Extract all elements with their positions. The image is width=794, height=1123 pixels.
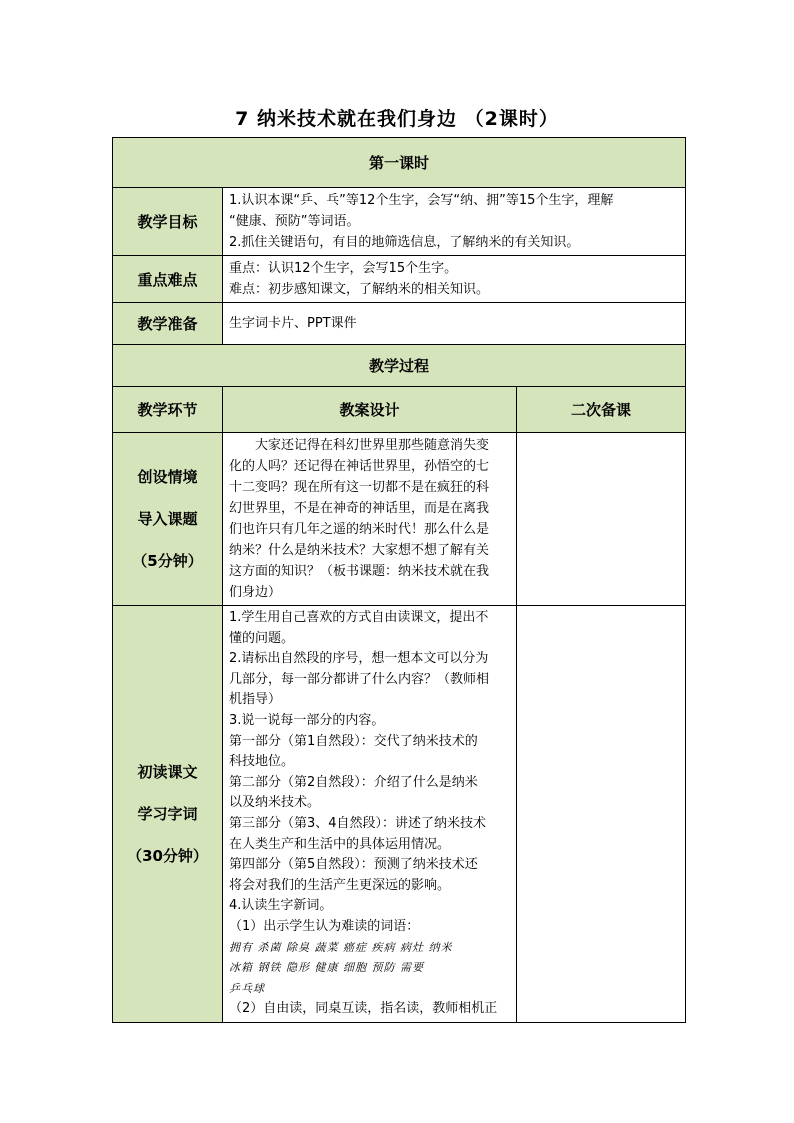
first-lesson-row bbox=[113, 138, 686, 188]
intro-line: 幻世界里，不是在神奇的神话里，而是在离我 bbox=[229, 501, 490, 516]
intro-line: 们身边） bbox=[229, 585, 282, 600]
section-intro-notes bbox=[517, 433, 686, 606]
section-intro-label bbox=[113, 433, 223, 606]
reading-line: 机指导） bbox=[229, 692, 282, 708]
reading-line: （1）出示学生认为难读的词语： bbox=[229, 918, 420, 934]
intro-line: 这方面的知识？（板书课题：纳米技术就在我 bbox=[229, 564, 490, 579]
reading-line: 4.认读生字新词。 bbox=[229, 898, 333, 914]
vocab-line: 拥有 杀菌 除臭 蔬菜 癌症 疾病 病灶 纳米 bbox=[229, 940, 453, 954]
section-reading-row bbox=[113, 606, 686, 1023]
section-intro-row bbox=[113, 433, 686, 606]
prep-row bbox=[113, 303, 686, 345]
section-reading-label-line: 初读课文 bbox=[137, 763, 198, 781]
column-header-design: 教案设计 bbox=[223, 387, 517, 433]
section-reading-notes bbox=[517, 606, 686, 1023]
intro-line: 们也许只有几年之遥的纳米时代！那么什么是 bbox=[229, 522, 490, 537]
column-header-row bbox=[113, 387, 686, 433]
process-row bbox=[113, 345, 686, 387]
reading-line: 在人类生产和生活中的具体运用情况。 bbox=[229, 836, 451, 852]
reading-line: 懂的问题。 bbox=[229, 630, 295, 646]
goals-line: 1.认识本课“乒、乓”等12个生字，会写“纳、拥”等15个生字，理解 bbox=[229, 193, 614, 208]
reading-line: 几部分，每一部分都讲了什么内容？（教师相 bbox=[229, 671, 490, 687]
key-points-line: 重点：认识12个生字，会写15个生字。 bbox=[229, 261, 458, 276]
goals-line: 2.抓住关键语句，有目的地筛选信息，了解纳米的有关知识。 bbox=[229, 235, 580, 250]
intro-line: 纳米？什么是纳米技术？大家想不想了解有关 bbox=[229, 543, 490, 558]
reading-line: 以及纳米技术。 bbox=[229, 795, 321, 811]
vocab-line: 冰箱 钢铁 隐形 健康 细胞 预防 需要 bbox=[229, 961, 424, 975]
page-title: 7 纳米技术就在我们身边 （2课时） bbox=[235, 108, 559, 130]
lesson-plan-table bbox=[112, 137, 686, 1023]
reading-line: 3.说一说每一部分的内容。 bbox=[229, 712, 385, 728]
prep-label: 教学准备 bbox=[113, 303, 223, 345]
key-points-content bbox=[223, 256, 686, 303]
reading-line: 科技地位。 bbox=[229, 754, 295, 770]
section-reading-label bbox=[113, 606, 223, 1023]
reading-line: 第三部分（第3、4自然段）：讲述了纳米技术 bbox=[229, 815, 487, 831]
column-header-stage: 教学环节 bbox=[113, 387, 223, 433]
prep-content: 生字词卡片、PPT课件 bbox=[223, 303, 686, 345]
key-points-row bbox=[113, 256, 686, 303]
section-reading-label-line: （30分钟） bbox=[127, 847, 208, 865]
process-header: 教学过程 bbox=[113, 345, 686, 387]
vocab-line: 乒乓球 bbox=[229, 981, 265, 995]
reading-line: 第四部分（第5自然段）：预测了纳米技术还 bbox=[229, 857, 478, 873]
key-points-line: 难点：初步感知课文，了解纳米的相关知识。 bbox=[229, 282, 490, 297]
reading-line: （2）自由读，同桌互读，指名读，教师相机正 bbox=[229, 1001, 498, 1017]
goals-content bbox=[223, 188, 686, 256]
intro-line: 十二变吗？现在所有这一切都不是在疯狂的科 bbox=[229, 480, 490, 495]
section-intro-label-line: 创设情境 bbox=[137, 468, 198, 486]
section-intro-content bbox=[223, 433, 517, 606]
goals-label: 教学目标 bbox=[113, 188, 223, 256]
reading-line: 第二部分（第2自然段）：介绍了什么是纳米 bbox=[229, 774, 478, 790]
reading-line: 2.请标出自然段的序号，想一想本文可以分为 bbox=[229, 651, 489, 667]
reading-line: 将会对我们的生活产生更深远的影响。 bbox=[229, 877, 451, 893]
first-lesson-header: 第一课时 bbox=[113, 138, 686, 188]
section-intro-label-line: 导入课题 bbox=[137, 510, 198, 528]
reading-line: 第一部分（第1自然段）：交代了纳米技术的 bbox=[229, 733, 478, 749]
reading-line: 1.学生用自己喜欢的方式自由读课文，提出不 bbox=[229, 610, 489, 625]
column-header-second-prep: 二次备课 bbox=[517, 387, 686, 433]
intro-line: 化的人吗？还记得在神话世界里，孙悟空的七 bbox=[229, 459, 490, 474]
section-reading-content bbox=[223, 606, 517, 1023]
intro-line: 大家还记得在科幻世界里那些随意消失变 bbox=[255, 438, 490, 453]
key-points-label: 重点难点 bbox=[113, 256, 223, 303]
section-intro-label-line: （5分钟） bbox=[132, 552, 203, 570]
goals-row bbox=[113, 188, 686, 256]
section-reading-label-line: 学习字词 bbox=[137, 805, 198, 823]
goals-line: “健康、预防”等词语。 bbox=[229, 214, 360, 229]
